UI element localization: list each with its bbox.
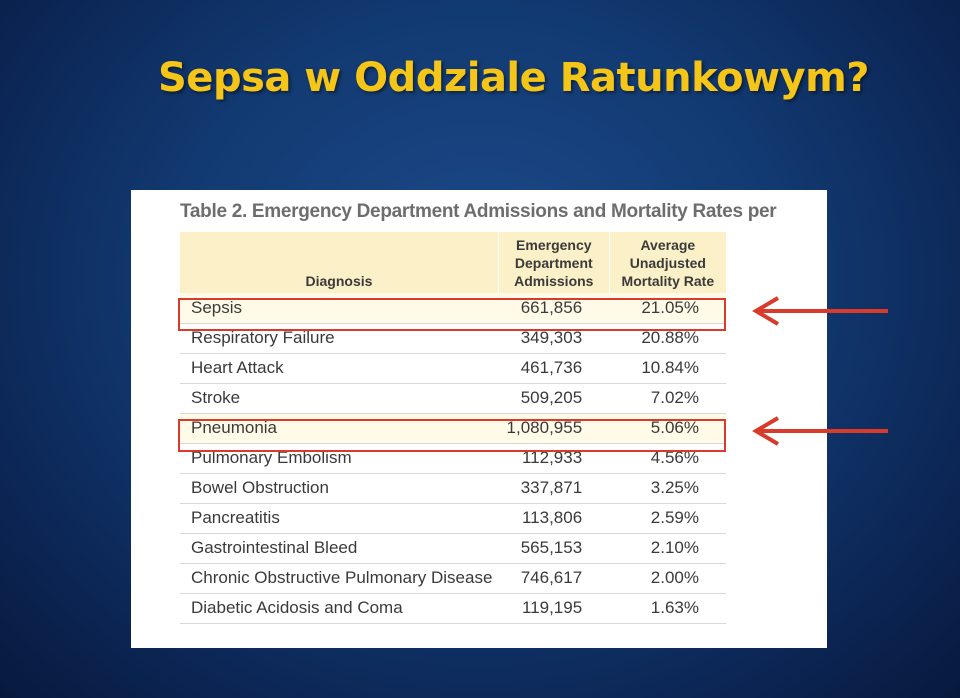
cell-diagnosis: Gastrointestinal Bleed (180, 533, 498, 563)
cell-mortality-rate: 20.88% (609, 323, 726, 353)
table-row (180, 383, 726, 413)
table-row (180, 593, 726, 623)
header-admissions-line2: Department (514, 255, 593, 271)
cell-admissions: 509,205 (498, 383, 609, 413)
cell-diagnosis: Chronic Obstructive Pulmonary Disease (180, 563, 498, 593)
cell-diagnosis: Respiratory Failure (180, 323, 498, 353)
cell-diagnosis: Bowel Obstruction (180, 473, 498, 503)
header-rate-line1: Average (640, 237, 696, 253)
table-row (180, 473, 726, 503)
header-rate-line2: Unadjusted (629, 255, 706, 271)
cell-diagnosis: Pancreatitis (180, 503, 498, 533)
header-admissions-line1: Emergency (516, 237, 592, 253)
mortality-table (180, 232, 726, 624)
header-diagnosis (180, 232, 498, 293)
table-row (180, 323, 726, 353)
cell-diagnosis: Heart Attack (180, 353, 498, 383)
cell-diagnosis: Pneumonia (180, 413, 498, 443)
table-row (180, 353, 726, 383)
cell-mortality-rate: 5.06% (609, 413, 726, 443)
cell-admissions: 1,080,955 (498, 413, 609, 443)
header-mortality-rate (609, 232, 726, 293)
table-row (180, 293, 726, 323)
header-rate-line3: Mortality Rate (621, 273, 715, 289)
table-row (180, 533, 726, 563)
table-row (180, 413, 726, 443)
cell-admissions: 113,806 (498, 503, 609, 533)
table-row (180, 443, 726, 473)
cell-admissions: 112,933 (498, 443, 609, 473)
cell-diagnosis: Sepsis (180, 293, 498, 323)
header-diagnosis-label: Diagnosis (305, 273, 373, 289)
table-row (180, 563, 726, 593)
cell-mortality-rate: 4.56% (609, 443, 726, 473)
cell-diagnosis: Stroke (180, 383, 498, 413)
cell-admissions: 565,153 (498, 533, 609, 563)
cell-mortality-rate: 2.59% (609, 503, 726, 533)
cell-diagnosis: Diabetic Acidosis and Coma (180, 593, 498, 623)
cell-admissions: 119,195 (498, 593, 609, 623)
slide-title: Sepsa w Oddziale Ratunkowym? (158, 55, 869, 101)
cell-admissions: 337,871 (498, 473, 609, 503)
cell-mortality-rate: 21.05% (609, 293, 726, 323)
header-admissions-line3: Admissions (514, 273, 594, 289)
cell-mortality-rate: 2.00% (609, 563, 726, 593)
cell-admissions: 746,617 (498, 563, 609, 593)
cell-mortality-rate: 7.02% (609, 383, 726, 413)
cell-mortality-rate: 3.25% (609, 473, 726, 503)
table-caption: Table 2. Emergency Department Admissions and Mortality Rates per (180, 201, 777, 222)
table-row (180, 503, 726, 533)
cell-admissions: 461,736 (498, 353, 609, 383)
cell-mortality-rate: 10.84% (609, 353, 726, 383)
cell-mortality-rate: 1.63% (609, 593, 726, 623)
cell-admissions: 661,856 (498, 293, 609, 323)
table-header-row (180, 232, 726, 293)
cell-mortality-rate: 2.10% (609, 533, 726, 563)
header-admissions (498, 232, 609, 293)
left-arrow-icon (750, 296, 890, 326)
left-arrow-icon (750, 416, 890, 446)
table-image (131, 190, 827, 648)
cell-admissions: 349,303 (498, 323, 609, 353)
cell-diagnosis: Pulmonary Embolism (180, 443, 498, 473)
